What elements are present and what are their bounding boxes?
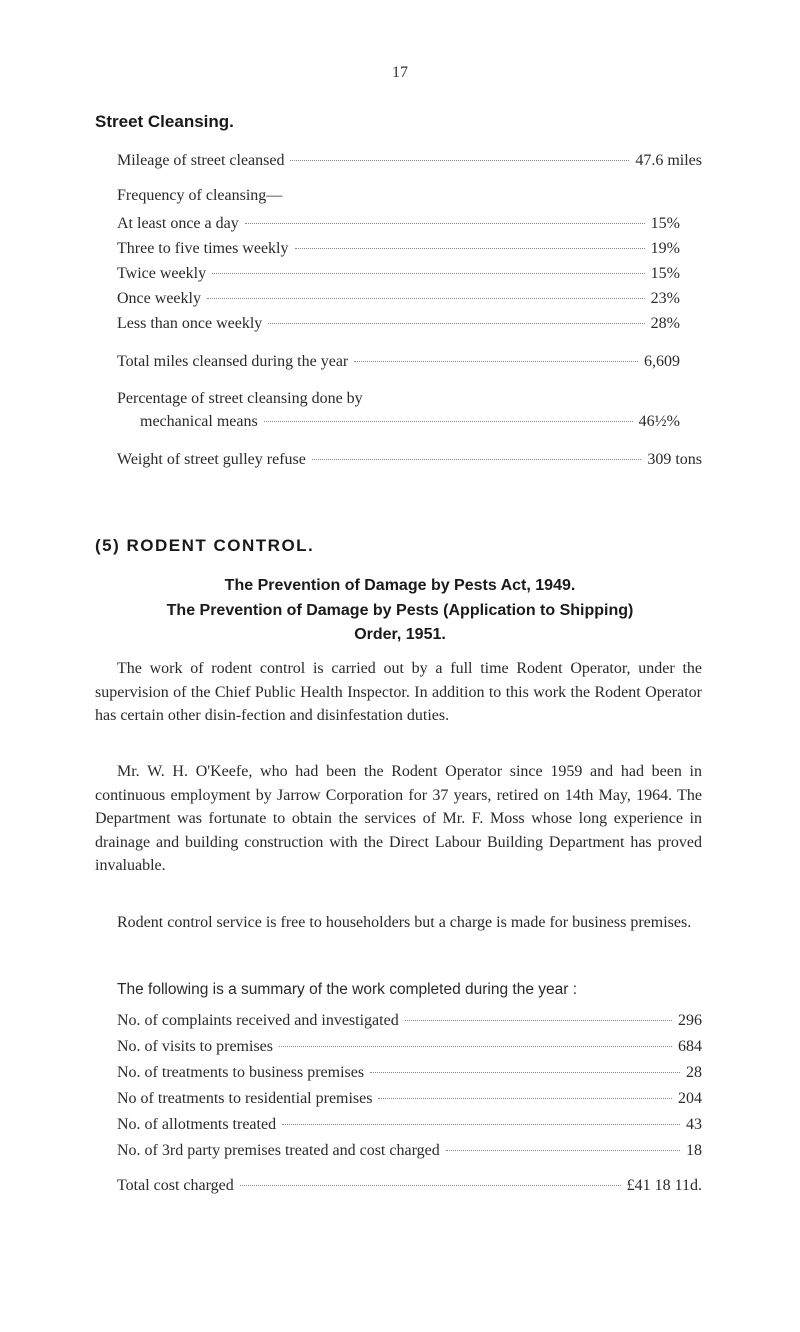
summary-row: [117, 1142, 702, 1160]
leader-dots: [370, 1072, 680, 1073]
mileage-row: [117, 152, 702, 170]
paragraph-text: The work of rodent control is carried out by a full time Rodent Operator, under the supervision of the Chief Public Health Inspector. In addition to this work the Rodent Operator has certain other disin-fection and disinfestation duties.: [95, 660, 702, 724]
frequency-heading: Frequency of cleansing—: [117, 187, 283, 204]
frequency-label: Twice weekly: [117, 265, 207, 282]
summary-row: [117, 1116, 702, 1134]
leader-dots: [446, 1150, 680, 1151]
frequency-value: 15%: [650, 215, 680, 232]
summary-value: 28: [686, 1064, 702, 1081]
rodent-control-heading: (5) RODENT CONTROL.: [95, 536, 315, 555]
act-title: The Prevention of Damage by Pests Act, 1949.: [224, 577, 576, 594]
summary-value: 684: [678, 1038, 702, 1055]
total-cost-label: Total cost charged: [117, 1177, 234, 1194]
leader-dots: [312, 459, 641, 460]
mechanical-value: 46½%: [638, 413, 680, 430]
leader-dots: [212, 273, 645, 274]
summary-intro: The following is a summary of the work completed during the year :: [117, 981, 578, 998]
page-number: 17: [392, 64, 408, 81]
summary-label: No of treatments to residential premises: [117, 1090, 373, 1107]
summary-label: No. of visits to premises: [117, 1038, 273, 1055]
summary-value: 43: [686, 1116, 702, 1133]
total-miles-row: [117, 353, 680, 371]
frequency-value: 15%: [650, 265, 680, 282]
paragraph-text: Mr. W. H. O'Keefe, who had been the Rodent Operator since 1959 and had been in continuous employment by Jarrow Corporation for 37 years, retired on 14th May, 1964. The Department was fortunate to obtain the services of Mr. F. Moss whose long experience in drainage and building construction with the Direct Labour Building Department has proved invaluable.: [95, 763, 702, 874]
order-title-line1: The Prevention of Damage by Pests (Application to Shipping): [166, 602, 634, 619]
mechanical-label: mechanical means: [140, 413, 258, 430]
frequency-value: 19%: [650, 240, 680, 257]
leader-dots: [207, 298, 645, 299]
frequency-value: 23%: [650, 290, 680, 307]
frequency-label: At least once a day: [117, 215, 239, 232]
summary-label: No. of complaints received and investigated: [117, 1012, 399, 1029]
summary-label: No. of treatments to business premises: [117, 1064, 365, 1081]
paragraph-text: Rodent control service is free to householders but a charge is made for business premises.: [117, 914, 692, 931]
frequency-row: [117, 215, 680, 233]
summary-label: No. of allotments treated: [117, 1116, 277, 1133]
gulley-label: Weight of street gulley refuse: [117, 451, 306, 468]
order-title-line2: Order, 1951.: [354, 626, 446, 643]
summary-value: 204: [678, 1090, 702, 1107]
mileage-label: Mileage of street cleansed: [117, 152, 285, 169]
summary-row: [117, 1090, 702, 1108]
street-cleansing-heading: Street Cleansing.: [95, 112, 234, 131]
frequency-value: 28%: [650, 315, 680, 332]
mechanical-row: [140, 413, 680, 431]
summary-row: [117, 1038, 702, 1056]
leader-dots: [279, 1046, 672, 1047]
paragraph: [95, 911, 702, 935]
paragraph: [95, 657, 702, 728]
leader-dots: [264, 421, 633, 422]
leader-dots: [268, 323, 644, 324]
frequency-label: Once weekly: [117, 290, 201, 307]
mileage-value: 47.6 miles: [635, 152, 702, 169]
frequency-row: [117, 290, 680, 308]
frequency-row: [117, 265, 680, 283]
summary-value: 18: [686, 1142, 702, 1159]
frequency-label: Less than once weekly: [117, 315, 263, 332]
leader-dots: [290, 160, 629, 161]
summary-value: 296: [678, 1012, 702, 1029]
leader-dots: [378, 1098, 672, 1099]
total-cost-value: £41 18 11d.: [626, 1177, 702, 1194]
leader-dots: [405, 1020, 672, 1021]
leader-dots: [240, 1185, 621, 1186]
frequency-row: [117, 240, 680, 258]
leader-dots: [282, 1124, 680, 1125]
total-cost-row: [117, 1177, 702, 1195]
mechanical-line1: Percentage of street cleansing done by: [117, 390, 363, 407]
frequency-row: [117, 315, 680, 333]
frequency-label: Three to five times weekly: [117, 240, 289, 257]
total-miles-label: Total miles cleansed during the year: [117, 353, 349, 370]
total-miles-value: 6,609: [644, 353, 680, 370]
gulley-row: [117, 451, 702, 469]
summary-row: [117, 1064, 702, 1082]
leader-dots: [295, 248, 645, 249]
paragraph: [95, 760, 702, 878]
leader-dots: [245, 223, 645, 224]
leader-dots: [354, 361, 638, 362]
gulley-value: 309 tons: [647, 451, 702, 468]
summary-label: No. of 3rd party premises treated and cost charged: [117, 1142, 440, 1159]
summary-row: [117, 1012, 702, 1030]
